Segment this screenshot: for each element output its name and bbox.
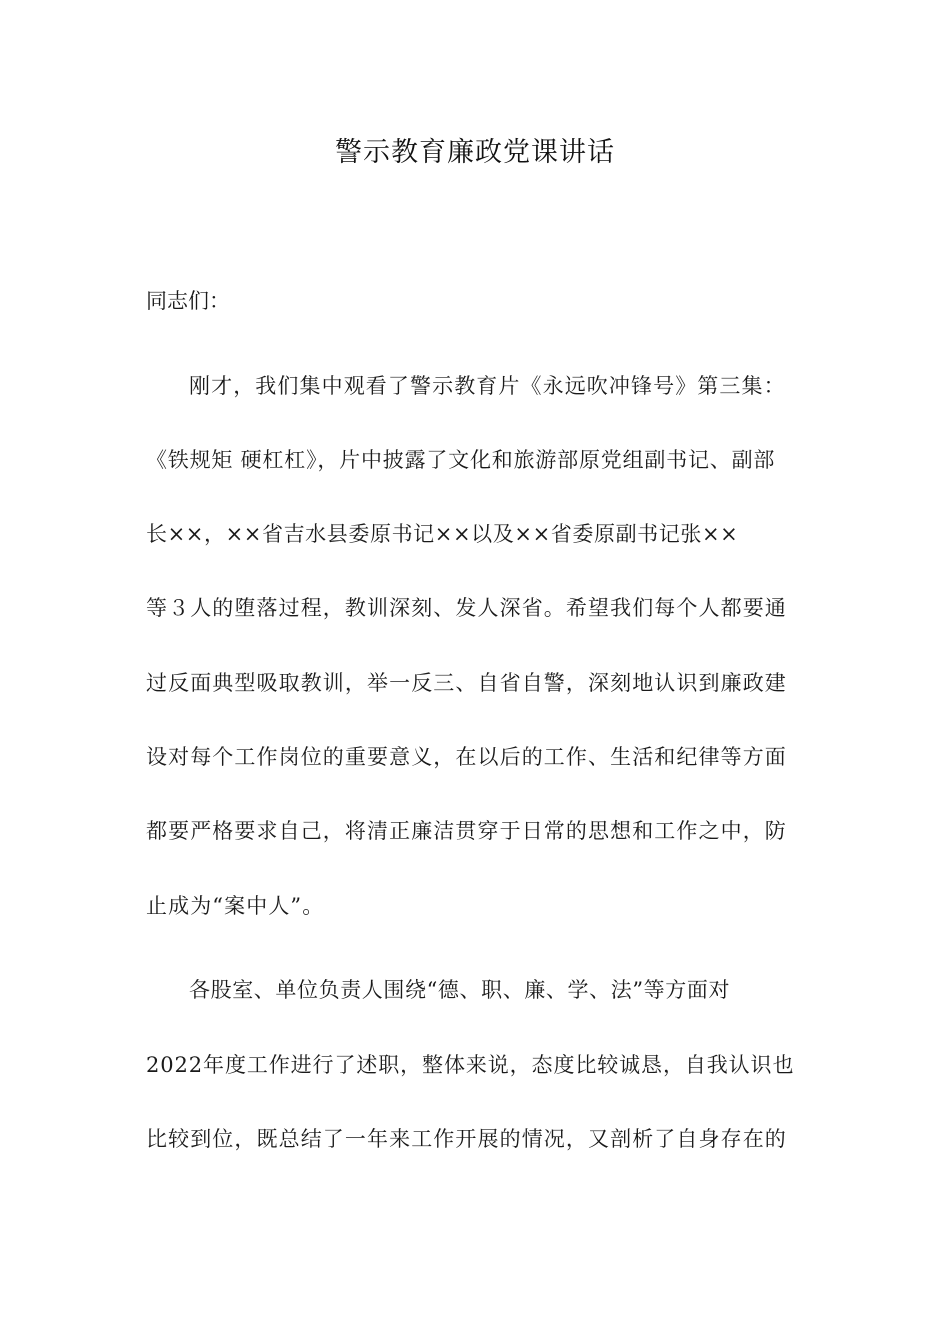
paragraph-1-line-2: 《铁规矩 硬杠杠》，片中披露了文化和旅游部原党组副书记、副部	[146, 448, 776, 472]
paragraph-2-line-1: 各股室、单位负责人围绕“德、职、廉、学、法”等方面对	[189, 978, 731, 1002]
paragraph-1-line-4: 等３人的堕落过程，教训深刻、发人深省。希望我们每个人都要通	[146, 596, 787, 620]
salutation: 同志们：	[146, 289, 230, 313]
paragraph-1-line-3: 长××，××省吉水县委原书记××以及××省委原副书记张××	[146, 522, 739, 546]
paragraph-1-line-7: 都要严格要求自己，将清正廉洁贯穿于日常的思想和工作之中，防	[146, 819, 787, 843]
paragraph-1-line-5: 过反面典型吸取教训，举一反三、自省自警，深刻地认识到廉政建	[146, 671, 787, 695]
document-title: 警示教育廉政党课讲话	[335, 137, 615, 168]
paragraph-1-line-1: 刚才，我们集中观看了警示教育片《永远吹冲锋号》第三集：	[189, 374, 786, 398]
paragraph-1-line-8: 止成为“案中人”。	[146, 894, 325, 918]
paragraph-1-line-6: 设对每个工作岗位的重要意义，在以后的工作、生活和纪律等方面	[146, 745, 787, 769]
paragraph-2-line-3: 比较到位，既总结了一年来工作开展的情况，又剖析了自身存在的	[146, 1127, 787, 1151]
paragraph-2-line-2: 2022年度工作进行了述职，整体来说，态度比较诚恳，自我认识也	[146, 1053, 795, 1077]
